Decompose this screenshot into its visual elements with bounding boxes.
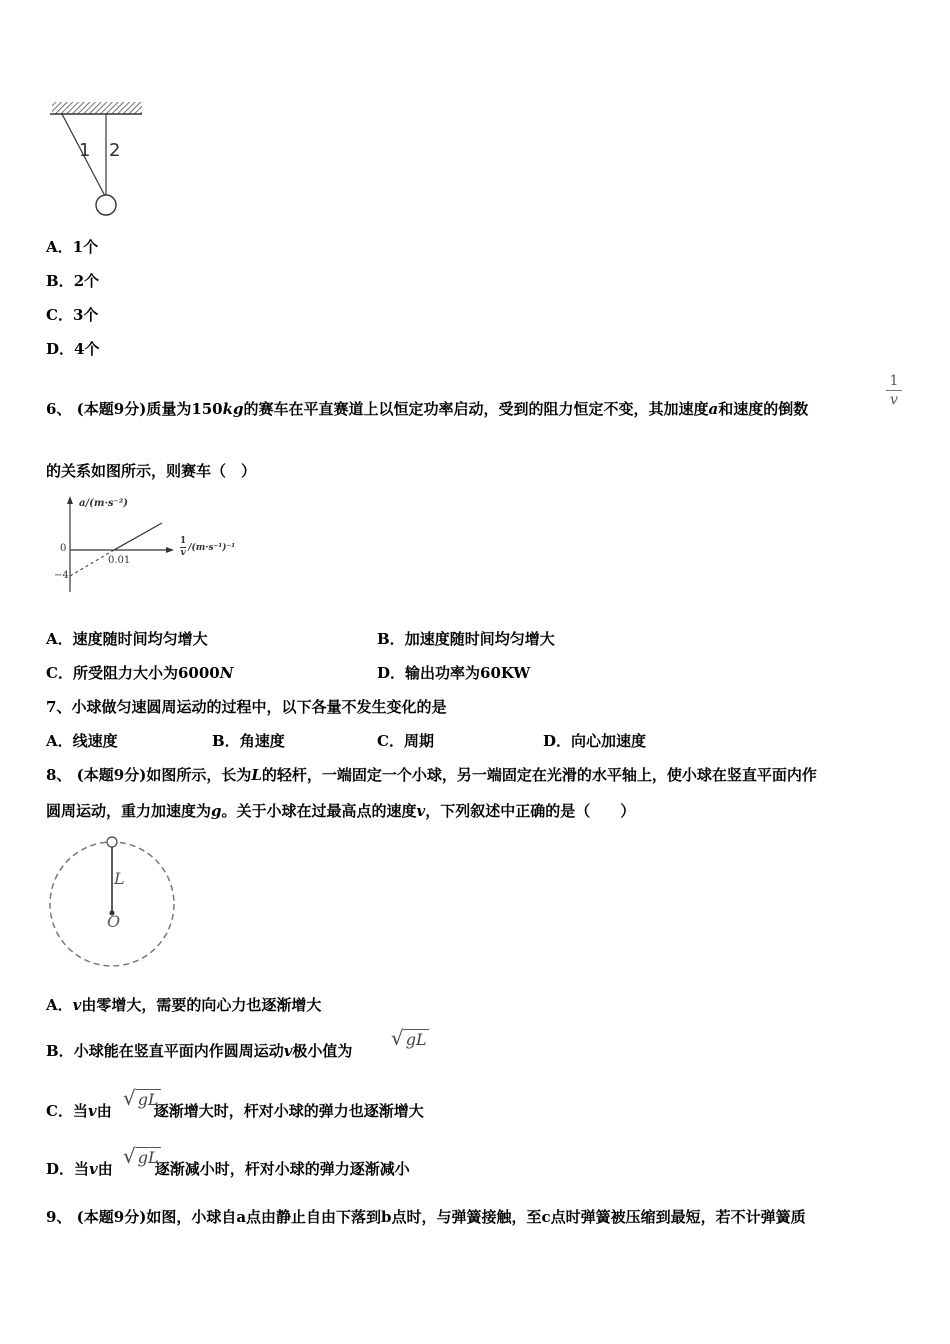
q8-stem: 8、 (本题9分)如图所示，长为L的轻杆，一端固定一个小球，另一端固定在光滑的水平轴上，使小球在竖直平面内作	[46, 766, 817, 784]
graph-xlabel: 1 v /(m·s⁻¹)⁻¹	[180, 536, 236, 558]
q6-stem: 6、 (本题9分)质量为150kg的赛车在平直赛道上以恒定功率启动，受到的阻力恒定不变，其加速度a和速度的倒数	[46, 400, 809, 418]
q8-circle-figure	[48, 832, 178, 972]
graph-ylabel: a/(m·s⁻²)	[79, 498, 128, 509]
q8-c-sqrt-gl: √ gL	[123, 1086, 159, 1110]
q8-option-b[interactable]: B．小球能在竖直平面内作圆周运动v极小值为	[46, 1042, 353, 1060]
q7-stem: 7、小球做匀速圆周运动的过程中，以下各量不发生变化的是	[46, 698, 447, 716]
rod-label: L	[114, 869, 125, 888]
string-2-label: 2	[109, 140, 121, 161]
y-axis-arrow	[67, 496, 73, 504]
q8-option-c[interactable]: C．当v由 逐渐增大时，杆对小球的弹力也逐渐增大	[46, 1102, 424, 1120]
graph-origin-label: 0	[60, 543, 67, 554]
q8-d-sqrt-gl: √ gL	[123, 1144, 159, 1168]
q8-b-sqrt-gl: √ gL	[391, 1026, 427, 1050]
q6-option-c[interactable]: C．所受阻力大小为6000N	[46, 664, 234, 682]
q7-option-c[interactable]: C．周期	[377, 732, 434, 750]
q8-option-a[interactable]: A．v由零增大，需要的向心力也逐渐增大	[46, 996, 322, 1014]
q6-option-b[interactable]: B．加速度随时间均匀增大	[377, 630, 555, 648]
string-1-label: 1	[79, 140, 91, 161]
q6-inverse-v-fraction: $\frac{1}{v}$	[886, 372, 902, 409]
graph-neg-label: −4	[54, 570, 69, 581]
graph-xtick-label: 0.01	[108, 555, 131, 566]
q7-option-b[interactable]: B．角速度	[212, 732, 285, 750]
small-ball	[107, 837, 117, 847]
q5-option-d[interactable]: D．4个	[46, 340, 100, 358]
ball	[96, 195, 116, 215]
q5-option-c[interactable]: C．3个	[46, 306, 99, 324]
q7-option-d[interactable]: D．向心加速度	[543, 732, 647, 750]
ceiling-hatch	[52, 102, 142, 114]
q7-option-a[interactable]: A．线速度	[46, 732, 118, 750]
solid-graph-line	[114, 523, 162, 550]
q6-option-d[interactable]: D．输出功率为60KW	[377, 664, 531, 682]
q5-option-a[interactable]: A．1个	[46, 238, 99, 256]
q9-stem: 9、 (本题9分)如图，小球自a点由静止自由下落到b点时，与弹簧接触，至c点时弹簧被压缩到最短，若不计弹簧质	[46, 1208, 806, 1226]
q8-stem-line2: 圆周运动，重力加速度为g。关于小球在过最高点的速度v，下列叙述中正确的是（ ）	[46, 802, 636, 820]
q6-stem-line2: 的关系如图所示，则赛车（ ）	[46, 462, 257, 480]
x-axis-arrow	[166, 547, 174, 553]
center-label: O	[107, 912, 121, 931]
pendulum-figure	[48, 98, 148, 220]
q5-option-b[interactable]: B．2个	[46, 272, 100, 290]
q8-option-d[interactable]: D．当v由 逐渐减小时，杆对小球的弹力逐渐减小	[46, 1160, 410, 1178]
q6-option-a[interactable]: A．速度随时间均匀增大	[46, 630, 208, 648]
